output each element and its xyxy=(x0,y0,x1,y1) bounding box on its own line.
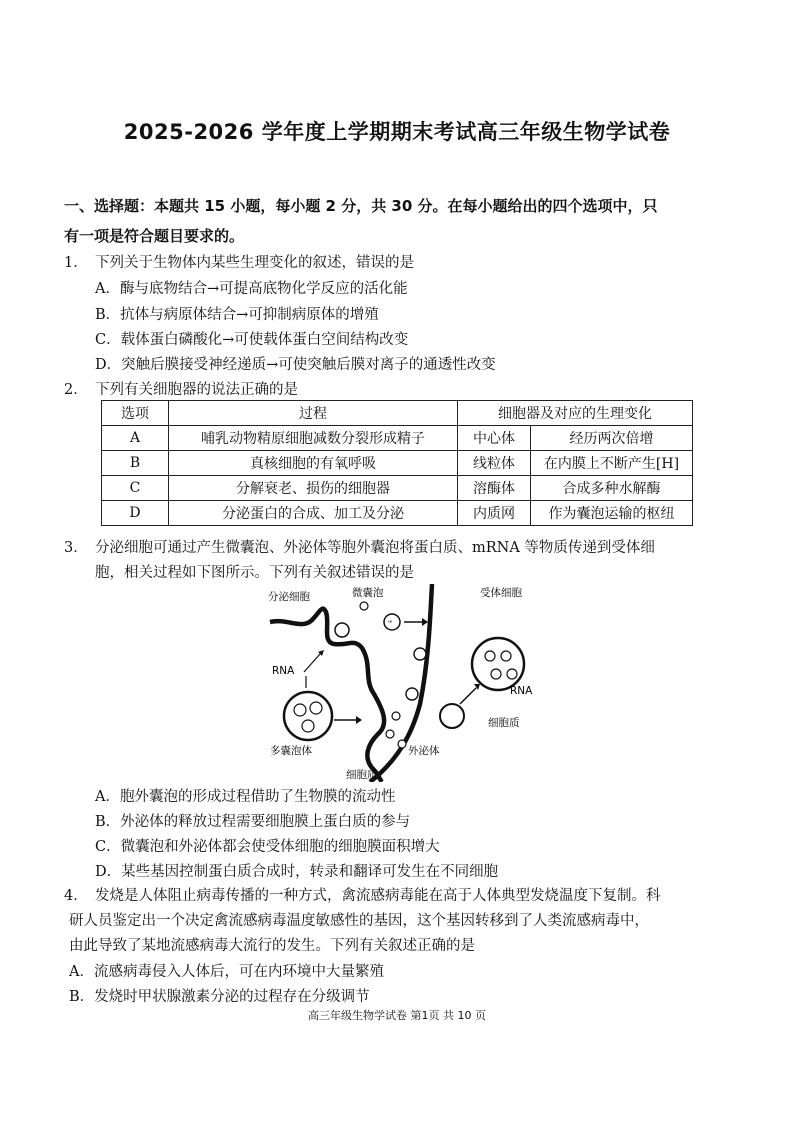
microvesicle-small xyxy=(360,602,368,610)
label-cytoplasm-left: 细胞质 xyxy=(346,769,378,781)
svg-text:ꟹ: ꟹ xyxy=(388,619,393,627)
table-row xyxy=(102,501,693,526)
exosome xyxy=(398,740,406,748)
organelle-table xyxy=(101,400,693,526)
question-1-option-a: A．酶与底物结合→可提高底物化学反应的活化能 xyxy=(95,281,408,297)
question-2-number: 2． xyxy=(64,382,88,398)
internalized-vesicle xyxy=(440,704,464,728)
multivesicular-body xyxy=(284,692,332,740)
table-cell: B xyxy=(102,451,169,476)
exosome xyxy=(392,712,400,720)
fusing-vesicle xyxy=(406,688,418,700)
question-4-option-b: B．发烧时甲状腺激素分泌的过程存在分级调节 xyxy=(69,989,370,1005)
table-cell: 线粒体 xyxy=(458,451,531,476)
question-1-option-d: D．突触后膜接受神经递质→可使突触后膜对离子的通透性改变 xyxy=(95,357,496,373)
table-cell: 分解衰老、损伤的细胞器 xyxy=(169,476,458,501)
table-cell: C xyxy=(102,476,169,501)
table-row xyxy=(102,426,693,451)
question-3-stem-line2: 胞，相关过程如下图所示。下列有关叙述错误的是 xyxy=(95,565,414,581)
table-row xyxy=(102,476,693,501)
table-cell: 中心体 xyxy=(458,426,531,451)
table-cell: 内质网 xyxy=(458,501,531,526)
table-cell: 合成多种水解酶 xyxy=(531,476,693,501)
question-3-option-b: B．外泌体的释放过程需要细胞膜上蛋白质的参与 xyxy=(95,814,411,830)
label-receptor-cell: 受体细胞 xyxy=(480,587,522,599)
question-3-stem-line1: 分泌细胞可通过产生微囊泡、外泌体等胞外囊泡将蛋白质、mRNA 等物质传递到受体细 xyxy=(95,540,655,556)
section-heading-line1: 一、选择题：本题共 15 小题，每小题 2 分，共 30 分。在每小题给出的四个选项中，只 xyxy=(64,197,658,215)
section-heading xyxy=(64,191,724,251)
table-cell: 分泌蛋白的合成、加工及分泌 xyxy=(169,501,458,526)
extracellular-vesicle-diagram xyxy=(262,584,562,782)
exam-title: 2025-2026 学年度上学期期末考试高三年级生物学试卷 xyxy=(123,120,671,144)
label-exosome: 外泌体 xyxy=(408,745,440,757)
section-heading-line2: 有一项是符合题目要求的。 xyxy=(64,227,245,245)
table-header-row xyxy=(102,401,693,426)
page-footer: 高三年级生物学试卷 第1页 共 10 页 xyxy=(308,1009,486,1022)
table-cell: D xyxy=(102,501,169,526)
question-4-stem-line3: 由此导致了某地流感病毒大流行的发生。下列有关叙述正确的是 xyxy=(69,938,475,954)
label-multivesicular-body: 多囊泡体 xyxy=(270,745,312,757)
question-3-number: 3． xyxy=(64,540,88,556)
question-1-option-b: B．抗体与病原体结合→可抑制病原体的增殖 xyxy=(95,307,379,323)
question-1-option-c: C．载体蛋白磷酸化→可使载体蛋白空间结构改变 xyxy=(95,332,409,348)
question-3-option-c: C．微囊泡和外泌体都会使受体细胞的细胞膜面积增大 xyxy=(95,839,440,855)
question-3-option-a: A．胞外囊泡的形成过程借助了生物膜的流动性 xyxy=(95,789,396,805)
table-header-cell: 细胞器及对应的生理变化 xyxy=(458,401,693,426)
table-cell: 溶酶体 xyxy=(458,476,531,501)
table-cell: A xyxy=(102,426,169,451)
question-1-number: 1． xyxy=(64,255,88,271)
table-header-cell: 过程 xyxy=(169,401,458,426)
microvesicle-budding xyxy=(335,623,349,637)
label-rna-right: RNA xyxy=(510,685,533,697)
table-header-cell: 选项 xyxy=(102,401,169,426)
label-rna-left: RNA xyxy=(272,665,295,677)
table-cell: 在内膜上不断产生[H] xyxy=(531,451,693,476)
table-cell: 作为囊泡运输的枢纽 xyxy=(531,501,693,526)
table-cell: 真核细胞的有氧呼吸 xyxy=(169,451,458,476)
receptor-endosome xyxy=(472,638,524,690)
question-4-number: 4． xyxy=(64,888,88,904)
label-microvesicle: 微囊泡 xyxy=(352,587,384,599)
table-cell: 哺乳动物精原细胞减数分裂形成精子 xyxy=(169,426,458,451)
question-3-option-d: D．某些基因控制蛋白质合成时，转录和翻译可发生在不同细胞 xyxy=(95,864,499,880)
question-2-stem: 下列有关细胞器的说法正确的是 xyxy=(95,382,298,398)
question-1-stem: 下列关于生物体内某些生理变化的叙述，错误的是 xyxy=(95,255,414,271)
question-4-stem-line2: 研人员鉴定出一个决定禽流感病毒温度敏感性的基因，这个基因转移到了人类流感病毒中， xyxy=(69,913,649,929)
label-secretory-cell: 分泌细胞 xyxy=(268,591,310,603)
table-row xyxy=(102,451,693,476)
exosome xyxy=(386,730,394,738)
fusing-vesicle xyxy=(414,648,426,660)
question-4-stem-line1: 发烧是人体阻止病毒传播的一种方式，禽流感病毒能在高于人体典型发烧温度下复制。科 xyxy=(95,888,661,904)
label-cytoplasm-right: 细胞质 xyxy=(488,717,520,729)
question-4-option-a: A．流感病毒侵入人体后，可在内环境中大量繁殖 xyxy=(69,964,384,980)
table-cell: 经历两次倍增 xyxy=(531,426,693,451)
